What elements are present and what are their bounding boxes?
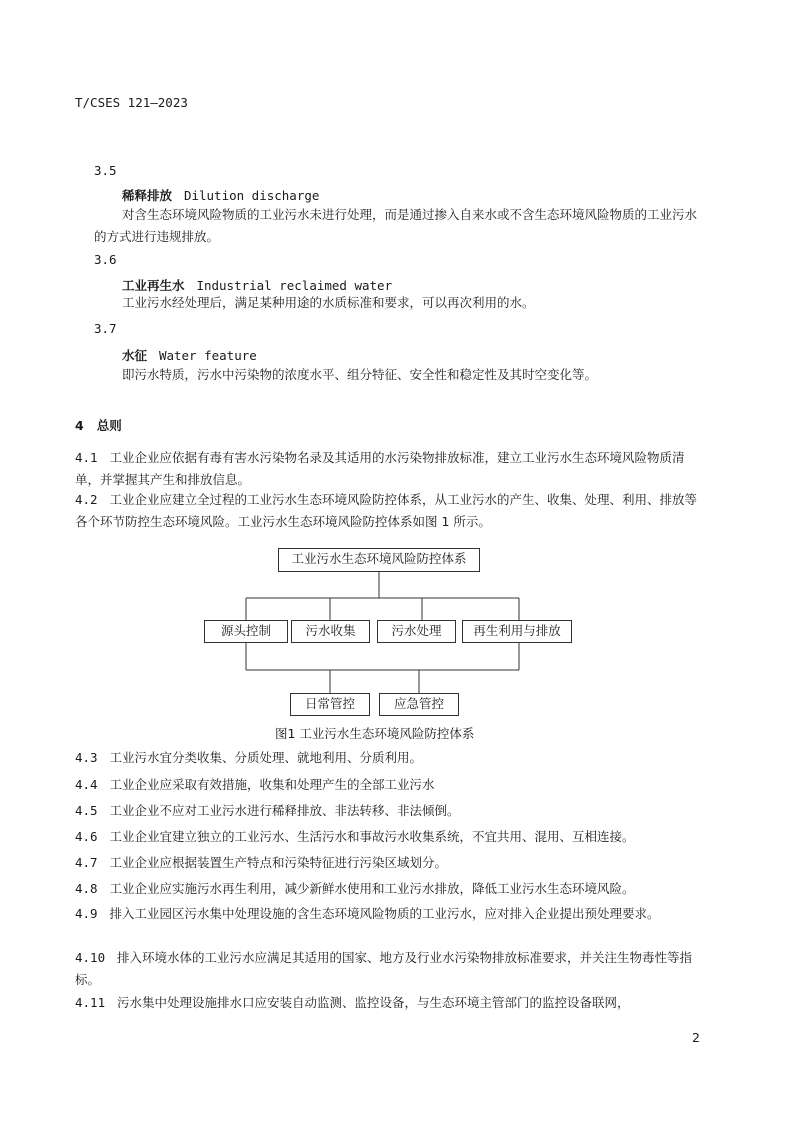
clause-number: 4.7 <box>75 855 98 870</box>
clause-number: 4.3 <box>75 750 98 765</box>
clause <box>75 774 705 796</box>
clause-number: 4.9 <box>75 906 98 921</box>
definition-term: 工业再生水 <box>122 278 185 293</box>
clause <box>75 852 705 874</box>
diagram-stage-node: 污水处理 <box>377 620 456 643</box>
clause-number: 4.10 <box>75 950 106 965</box>
document-code: T/CSES 121—2023 <box>75 95 188 110</box>
clause-number: 4.5 <box>75 803 98 818</box>
clause-text: 工业企业应采取有效措施，收集和处理产生的全部工业污水 <box>109 777 435 792</box>
definition-term: 水征 <box>122 348 148 363</box>
clause <box>75 903 705 925</box>
clause-text: 工业企业应建立全过程的工业污水生态环境风险防控体系，从工业污水的产生、收集、处理、利用、排放等各个环节防控生态环境风险。工业污水生态环境风险防控体系如图 1 所示。 <box>75 492 698 529</box>
definition-number: 3.5 <box>94 163 117 178</box>
clause-text: 排入工业园区污水集中处理设施的含生态环境风险物质的工业污水，应对排入企业提出预处理要求。 <box>109 906 660 921</box>
clause-text: 污水集中处理设施排水口应安装自动监测、监控设备，与生态环境主管部门的监控设备联网， <box>117 995 630 1010</box>
diagram-bottom-node: 日常管控 <box>290 693 370 716</box>
clause-number: 4.11 <box>75 995 106 1010</box>
definition-term-en: Industrial reclaimed water <box>196 278 393 293</box>
clause-text: 工业污水宜分类收集、分质处理、就地利用、分质利用。 <box>109 750 423 765</box>
figure-caption: 图1 工业污水生态环境风险防控体系 <box>275 726 475 741</box>
clause-number: 4.8 <box>75 881 98 896</box>
clause <box>75 947 705 991</box>
clause-number: 4.6 <box>75 829 98 844</box>
diagram-stage-node: 再生利用与排放 <box>462 620 572 643</box>
clause-text: 工业企业不应对工业污水进行稀释排放、非法转移、非法倾倒。 <box>109 803 460 818</box>
definition-term-en: Dilution discharge <box>183 188 320 203</box>
clause <box>75 747 705 769</box>
diagram-bottom-node: 应急管控 <box>379 693 459 716</box>
definition-body: 工业污水经处理后，满足某种用途的水质标准和要求，可以再次利用的水。 <box>122 295 535 310</box>
clause <box>75 826 705 848</box>
clause <box>75 800 705 822</box>
definition-term-en: Water feature <box>158 348 257 363</box>
clause-text: 工业企业应根据装置生产特点和污染特征进行污染区域划分。 <box>109 855 448 870</box>
definition-body: 对含生态环境风险物质的工业污水未进行处理，而是通过掺入自来水或不含生态环境风险物质的工业污水的方式进行违规排放。 <box>94 207 698 244</box>
definition-term: 稀释排放 <box>122 188 173 203</box>
diagram-stage-node: 污水收集 <box>291 620 370 643</box>
clause-text: 工业企业宜建立独立的工业污水、生活污水和事故污水收集系统，不宜共用、混用、互相连接。 <box>109 829 635 844</box>
page-number: 2 <box>692 1030 700 1045</box>
definition-number: 3.6 <box>94 252 117 267</box>
definition-number: 3.7 <box>94 321 117 336</box>
diagram-stage-node: 源头控制 <box>204 620 288 643</box>
clause-number: 4.4 <box>75 777 98 792</box>
clause <box>75 878 705 900</box>
section-number: 4 <box>75 418 84 433</box>
definition-body: 即污水特质，污水中污染物的浓度水平、组分特征、安全性和稳定性及其时空变化等。 <box>122 367 598 382</box>
clause-text: 排入环境水体的工业污水应满足其适用的国家、地方及行业水污染物排放标准要求，并关注生物毒性等指标。 <box>75 950 693 987</box>
clause-text: 工业企业应依据有毒有害水污染物名录及其适用的水污染物排放标准，建立工业污水生态环境风险物质清单，并掌握其产生和排放信息。 <box>75 450 685 487</box>
clause <box>75 992 705 1014</box>
diagram-top-node: 工业污水生态环境风险防控体系 <box>278 548 480 572</box>
section-title: 总则 <box>96 418 122 433</box>
clause-number: 4.1 <box>75 450 98 465</box>
clause-text: 工业企业应实施污水再生利用，减少新鲜水使用和工业污水排放，降低工业污水生态环境风险。 <box>109 881 635 896</box>
clause-number: 4.2 <box>75 492 98 507</box>
